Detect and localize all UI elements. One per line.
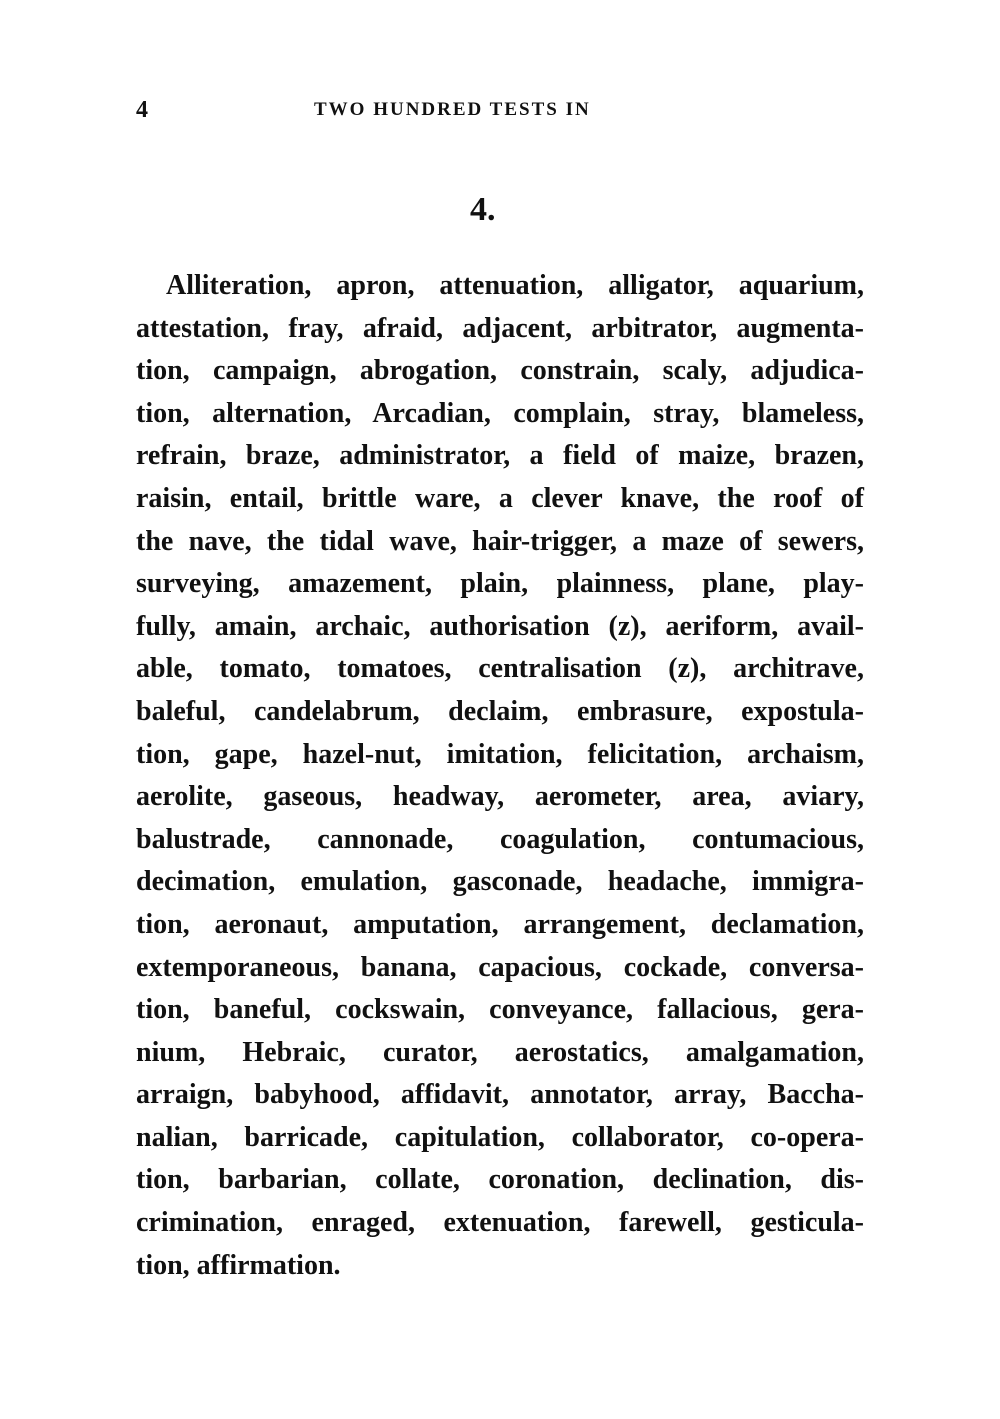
text-line: able, tomato, tomatoes, centralisation (z), architrave,: [136, 653, 864, 685]
text-line: fully, amain, archaic, authorisation (z), aeriform, avail-: [136, 610, 864, 642]
text-line: arraign, babyhood, affidavit, annotator, array, Baccha-: [136, 1079, 864, 1111]
text-line: extemporaneous, banana, capacious, cockade, conversa-: [136, 951, 864, 983]
section-number: 4.: [470, 191, 496, 228]
text-line: crimination, enraged, extenuation, farewell, gesticula-: [136, 1207, 864, 1239]
text-line: nalian, barricade, capitulation, collaborator, co-opera-: [136, 1121, 864, 1153]
text-line: nium, Hebraic, curator, aerostatics, amalgamation,: [136, 1036, 864, 1068]
text-line: attestation, fray, afraid, adjacent, arbitrator, augmenta-: [136, 312, 864, 344]
text-line: Alliteration, apron, attenuation, alligator, aquarium,: [166, 270, 864, 301]
text-line: balustrade, cannonade, coagulation, contumacious,: [136, 823, 864, 855]
text-line: baleful, candelabrum, declaim, embrasure, expostula-: [136, 695, 864, 727]
text-line: tion, gape, hazel-nut, imitation, felicitation, archaism,: [136, 738, 864, 770]
text-line: the nave, the tidal wave, hair-trigger, a maze of sewers,: [136, 525, 864, 557]
running-title: TWO HUNDRED TESTS IN: [314, 99, 591, 120]
text-line: tion, barbarian, collate, coronation, declination, dis-: [136, 1164, 864, 1196]
text-line: tion, baneful, cockswain, conveyance, fallacious, gera-: [136, 994, 864, 1026]
text-line: tion, aeronaut, amputation, arrangement, declamation,: [136, 908, 864, 940]
text-line: tion, affirmation.: [136, 1249, 341, 1281]
text-line: refrain, braze, administrator, a field of maize, brazen,: [136, 440, 864, 472]
text-line: tion, campaign, abrogation, constrain, scaly, adjudica-: [136, 355, 864, 387]
text-line: tion, alternation, Arcadian, complain, stray, blameless,: [136, 397, 864, 429]
word-list-paragraph: [136, 265, 864, 1287]
text-line: aerolite, gaseous, headway, aerometer, area, aviary,: [136, 781, 864, 813]
running-head: [136, 94, 866, 126]
text-line: decimation, emulation, gasconade, headache, immigra-: [136, 866, 864, 898]
text-line: surveying, amazement, plain, plainness, plane, play-: [136, 568, 864, 600]
page-number: 4: [136, 97, 148, 123]
text-line: raisin, entail, brittle ware, a clever knave, the roof of: [136, 482, 864, 514]
